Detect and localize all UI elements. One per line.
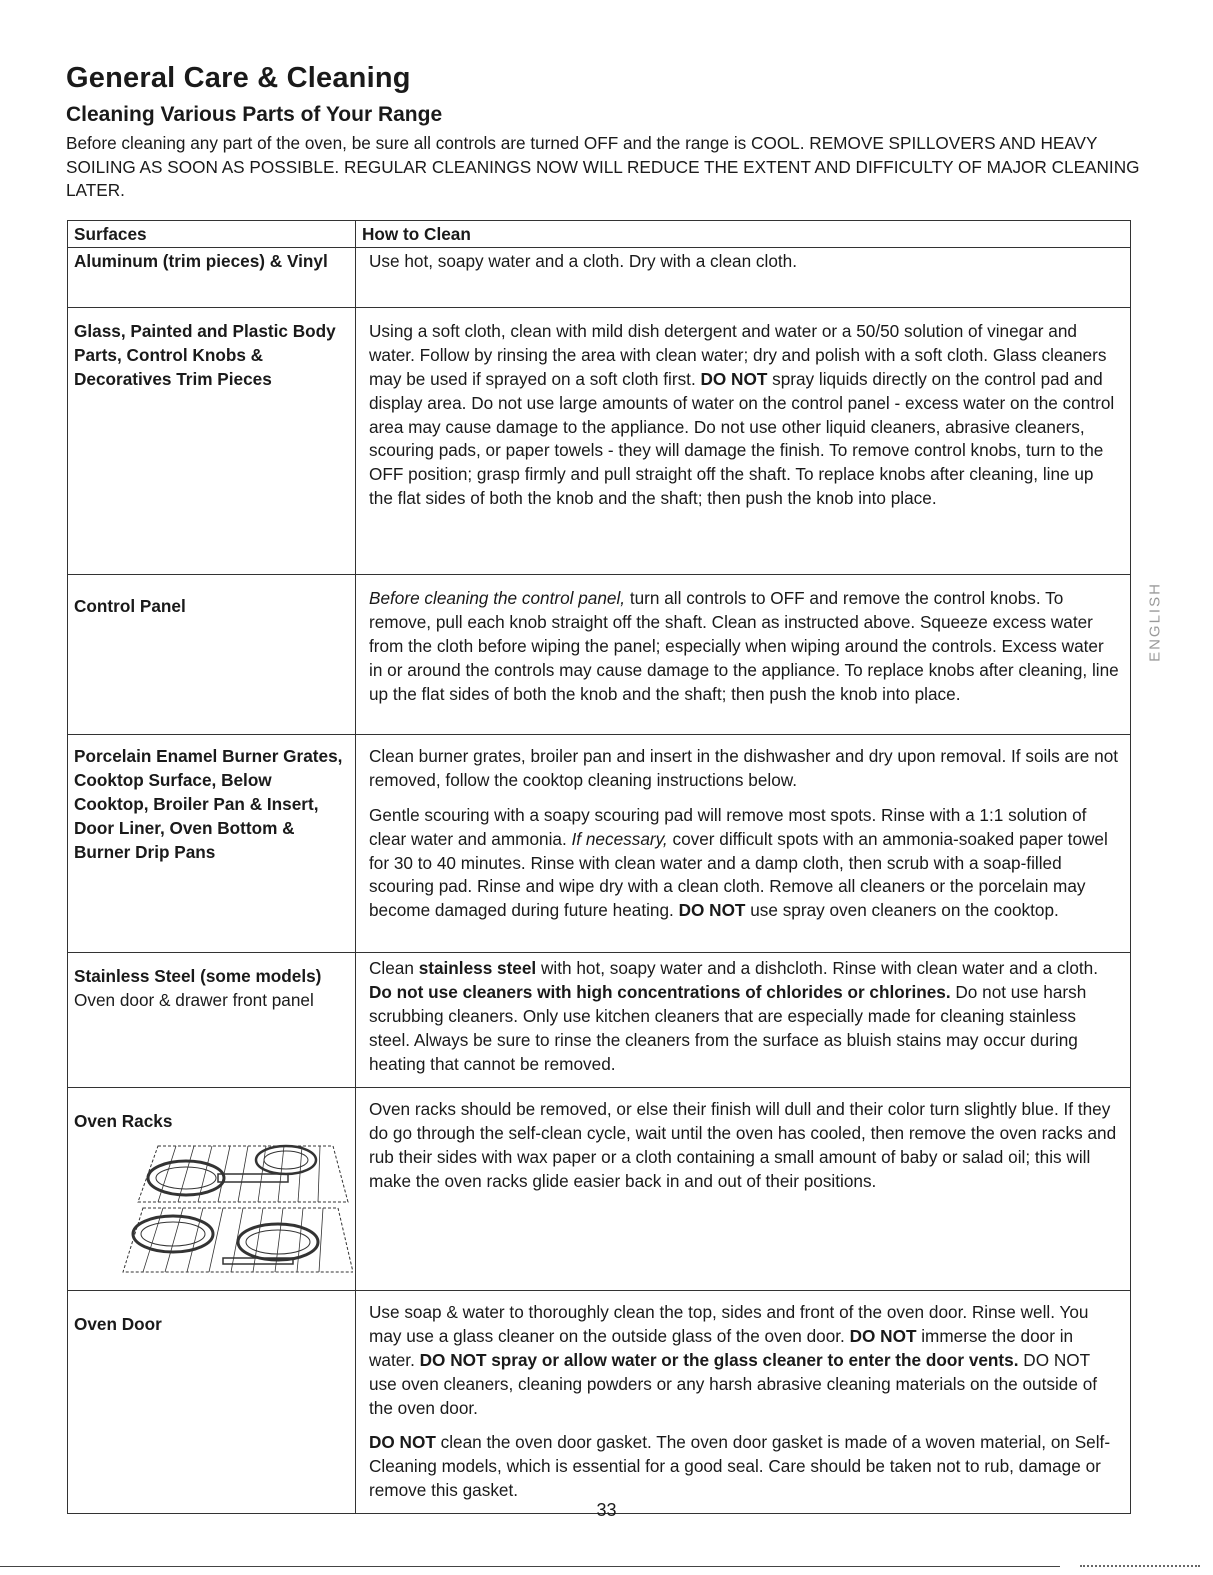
instruction-text: Gentle scouring with a soapy scouring pad will remove most spots. Rinse with a 1:1 solution of clear water and ammonia. xyxy=(369,804,1087,849)
table-row xyxy=(68,734,1131,952)
surface-name: Oven Racks xyxy=(74,1110,173,1131)
instruction-lead: Before cleaning the control panel, xyxy=(369,587,626,608)
table-row xyxy=(68,1087,1131,1290)
instruction-text: Using a soft cloth, clean with mild dish detergent and water or a 50/50 solution of vinegar and water. Follow by rinsing the area with clean water; dry and polish with a soft cloth. Glass cleaners may be used if sprayed on a soft cloth first. xyxy=(369,320,1107,389)
cleaning-table xyxy=(67,220,1131,1514)
language-label: ENGLISH xyxy=(1146,582,1164,662)
warning-text: Do not use cleaners with high concentrations of chlorides or chlorines. xyxy=(369,981,951,1002)
instruction-emphasis: stainless steel xyxy=(418,957,537,978)
cleaning-instructions xyxy=(369,957,1120,1077)
table-header-row xyxy=(68,221,1131,248)
instruction-text: use spray oven cleaners on the cooktop. xyxy=(745,900,1059,921)
surface-name: Control Panel xyxy=(74,595,186,616)
instruction-text: Clean xyxy=(369,957,419,978)
instruction-text: cover difficult spots with an ammonia-soaked paper towel for 30 to 40 minutes. Rinse with clean water and a damp cloth, then scrub with a soap-filled scouring pad. Rinse and wipe dry with a clean cloth. Remove all cleaners or the porcelain may become damaged during future heating. xyxy=(369,828,1108,921)
section-title: Cleaning Various Parts of Your Range xyxy=(66,103,443,126)
cleaning-instructions xyxy=(369,1431,1120,1503)
instruction-text: Do not use harsh scrubbing cleaners. Only use kitchen cleaners that are especially made for cleaning stainless steel. Always be sure to rinse the cleaners from the surface as bluish stains may occur during heating that cannot be removed. xyxy=(369,981,1087,1074)
cleaning-instructions xyxy=(369,587,1120,707)
instruction-text: Use soap & water to thoroughly clean the top, sides and front of the oven door. Rinse well. You may use a glass cleaner on the outside glass of the oven door. xyxy=(369,1301,1089,1346)
instruction-text: DO NOT use oven cleaners, cleaning powders or any harsh abrasive cleaning materials on the outside of the oven door. xyxy=(369,1349,1098,1418)
column-header-how-to-clean: How to Clean xyxy=(356,221,1131,248)
page-number: 33 xyxy=(596,1500,617,1520)
warning-text: DO NOT spray or allow water or the glass cleaner to enter the door vents. xyxy=(419,1349,1019,1370)
warning-text: DO NOT xyxy=(849,1325,917,1346)
surface-name: Porcelain Enamel Burner Grates, Cooktop Surface, Below Cooktop, Broiler Pan & Insert, Door Liner, Oven Bottom & Burner Drip Pans xyxy=(74,745,343,862)
cleaning-instructions xyxy=(369,804,1120,924)
surface-name: Oven Door xyxy=(74,1313,162,1334)
instruction-text: clean the oven door gasket. The oven door gasket is made of a woven material, on Self-Cleaning models, which is essential for a good seal. Care should be taken not to rub, damage or remove this gasket. xyxy=(369,1432,1111,1501)
table-row xyxy=(68,574,1131,734)
cleaning-instructions: Oven racks should be removed, or else their finish will dull and their color turn slightly blue. If they do go through the self-clean cycle, wait until the oven has cooled, then remove the oven racks and rub their sides with wax paper or a cloth containing a small amount of baby or salad oil; this will make the oven racks glide easier back in and out of their positions. xyxy=(369,1098,1117,1191)
instruction-text: with hot, soapy water and a dishcloth. Rinse with clean water and a cloth. xyxy=(536,957,1098,978)
instruction-text: immerse the door in water. xyxy=(369,1325,1074,1370)
table-row xyxy=(68,952,1131,1087)
instruction-text: turn all controls to OFF and remove the control knobs. To remove, pull each knob straight off the shaft. Clean as instructed above. Squeeze excess water from the cloth before wiping the panel; especially when wiping around the controls. Excess water in or around the controls may cause damage to the appliance. To replace knobs after cleaning, line up the flat sides of both the knob and the shaft; then push the knob into place. xyxy=(369,587,1119,704)
warning-text: DO NOT xyxy=(369,1432,436,1453)
cleaning-instructions: Clean burner grates, broiler pan and insert in the dishwasher and dry upon removal. If soils are not removed, follow the cooktop cleaning instructions below. xyxy=(369,745,1119,790)
cleaning-instructions xyxy=(369,1301,1120,1421)
language-side-tab xyxy=(1145,555,1165,690)
table-row xyxy=(68,307,1131,574)
surface-name: Aluminum (trim pieces) & Vinyl xyxy=(74,250,328,271)
column-header-surfaces: Surfaces xyxy=(68,221,356,248)
oven-racks-illustration xyxy=(118,1138,353,1278)
instruction-emphasis: If necessary, xyxy=(571,828,668,849)
warning-text: DO NOT xyxy=(700,368,768,389)
table-row xyxy=(68,1290,1131,1513)
intro-paragraph: Before cleaning any part of the oven, be sure all controls are turned OFF and the range is COOL. REMOVE SPILLOVERS AND HEAVY SOILING AS SOON AS POSSIBLE. REGULAR CLEANINGS NOW WILL REDUCE THE EXTENT AND DIFFICULTY OF MAJOR CLEANING LATER. xyxy=(66,133,1140,200)
surface-note: Oven door & drawer front panel xyxy=(74,989,314,1010)
instruction-text: spray liquids directly on the control pad and display area. Do not use large amounts of water on the control panel - excess water on the control area may cause damage to the appliance. Do not use other liquid cleaners, abrasive cleaners, scouring pads, or paper towels - they will damage the finish. To remove control knobs, turn to the OFF position; grasp firmly and pull straight off the shaft. To replace knobs after cleaning, line up the flat sides of both the knob and the shaft; then push the knob into place. xyxy=(369,368,1115,509)
warning-text: DO NOT xyxy=(678,900,746,921)
page-bottom-dashes xyxy=(1080,1565,1200,1567)
cleaning-instructions xyxy=(369,320,1120,511)
page-title: General Care & Cleaning xyxy=(66,62,411,94)
surface-name: Stainless Steel (some models) xyxy=(74,965,322,986)
table-row xyxy=(68,247,1131,307)
surface-name: Glass, Painted and Plastic Body Parts, Control Knobs & Decoratives Trim Pieces xyxy=(74,320,336,389)
page-bottom-rule xyxy=(0,1566,1060,1567)
cleaning-instructions: Use hot, soapy water and a cloth. Dry with a clean cloth. xyxy=(369,250,797,271)
